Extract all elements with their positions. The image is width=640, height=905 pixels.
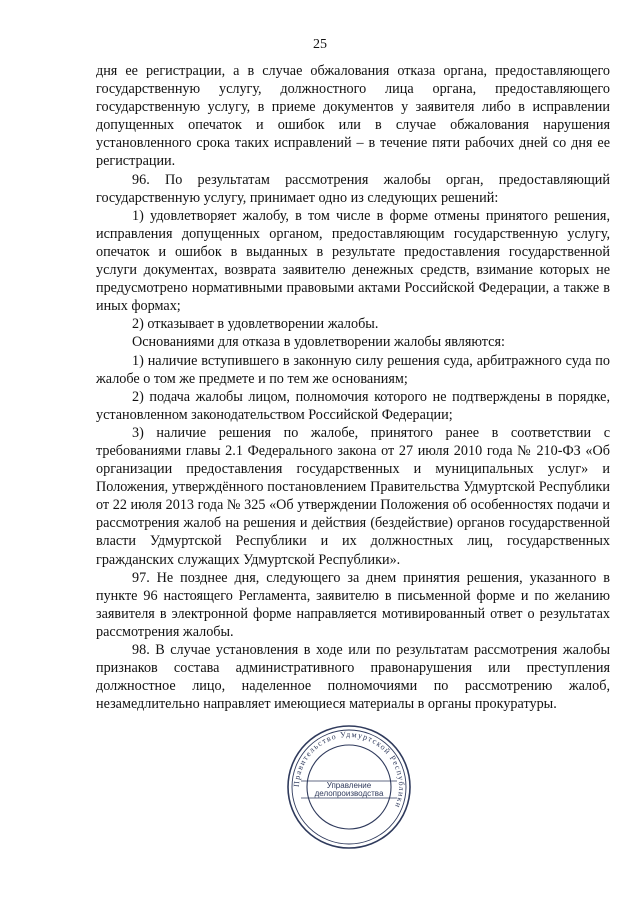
paragraph-96-item-1: 1) удовлетворяет жалобу, в том числе в форме отмены принятого решения, исправления допущенных органом, предоставляющим государственную услугу, опечаток и ошибок в выданных в результате предоставления государственной услуги документах, возврата заявителю денежных средств, взимание которых не предусмотрено нормативными правовыми актами Российской Федерации, а также в иных формах; [96, 207, 610, 315]
paragraph-grounds-item-3: 3) наличие решения по жалобе, принятого ранее в соответствии с требованиями главы 2.1 Федерального закона от 27 июля 2010 года № 210-ФЗ «Об организации предоставления государственных и муниципальных услуг» и Положения, утверждённого постановлением Правительства Удмуртской Республики от 22 июля 2013 года № 325 «Об утверждении Положения об особенностях подачи и рассмотрения жалоб на решения и действия (бездействие) органов государственной власти Удмуртской Республики и их должностных лиц, государственных гражданских служащих Удмуртской Республики». [96, 424, 610, 568]
paragraph-refusal-grounds: Основаниями для отказа в удовлетворении жалобы являются: [132, 334, 505, 351]
paragraph-grounds-item-2: 2) подача жалобы лицом, полномочия которого не подтверждены в порядке, установленном законодательством Российской Федерации; [96, 388, 610, 423]
stamp-center-line-2: делопроизводства [314, 789, 384, 798]
paragraph-grounds-item-1: 1) наличие вступившего в законную силу решения суда, арбитражного суда по жалобе о том же предмете и по тем же основаниям; [96, 352, 610, 387]
paragraph-98: 98. В случае установления в ходе или по результатам рассмотрения жалобы признаков состава административного правонарушения или преступления должностное лицо, наделенное полномочиями по рассмотрению жалоб, незамедлительно направляет имеющиеся материалы в органы прокуратуры. [96, 642, 610, 713]
document-body [96, 62, 610, 713]
paragraph-96-item-2: 2) отказывает в удовлетворении жалобы. [132, 316, 379, 333]
paragraph-97: 97. Не позднее дня, следующего за днем принятия решения, указанного в пункте 96 настоящего Регламента, заявителю в письменной форме и по желанию заявителя в электронной форме направляется мотивированный ответ о результатах рассмотрения жалобы. [96, 569, 610, 640]
stamp-ring-text: Правительство Удмуртской Республики [291, 729, 407, 810]
stamp-center-line-1: Управление [326, 781, 372, 790]
paragraph-continuation: дня ее регистрации, а в случае обжалования отказа органа, предоставляющего государственную услугу, должностного лица органа, предоставляющего государственную услугу, в приеме документов у заявителя либо в исправлении допущенных опечаток и ошибок или в случае обжалования нарушения установленного срока таких исправлений – в течение пяти рабочих дней со дня ее регистрации. [96, 63, 610, 170]
official-stamp [285, 723, 413, 851]
paragraph-96: 96. По результатам рассмотрения жалобы орган, предоставляющий государственную услугу, принимает одно из следующих решений: [96, 171, 610, 206]
page-number: 25 [313, 37, 327, 52]
